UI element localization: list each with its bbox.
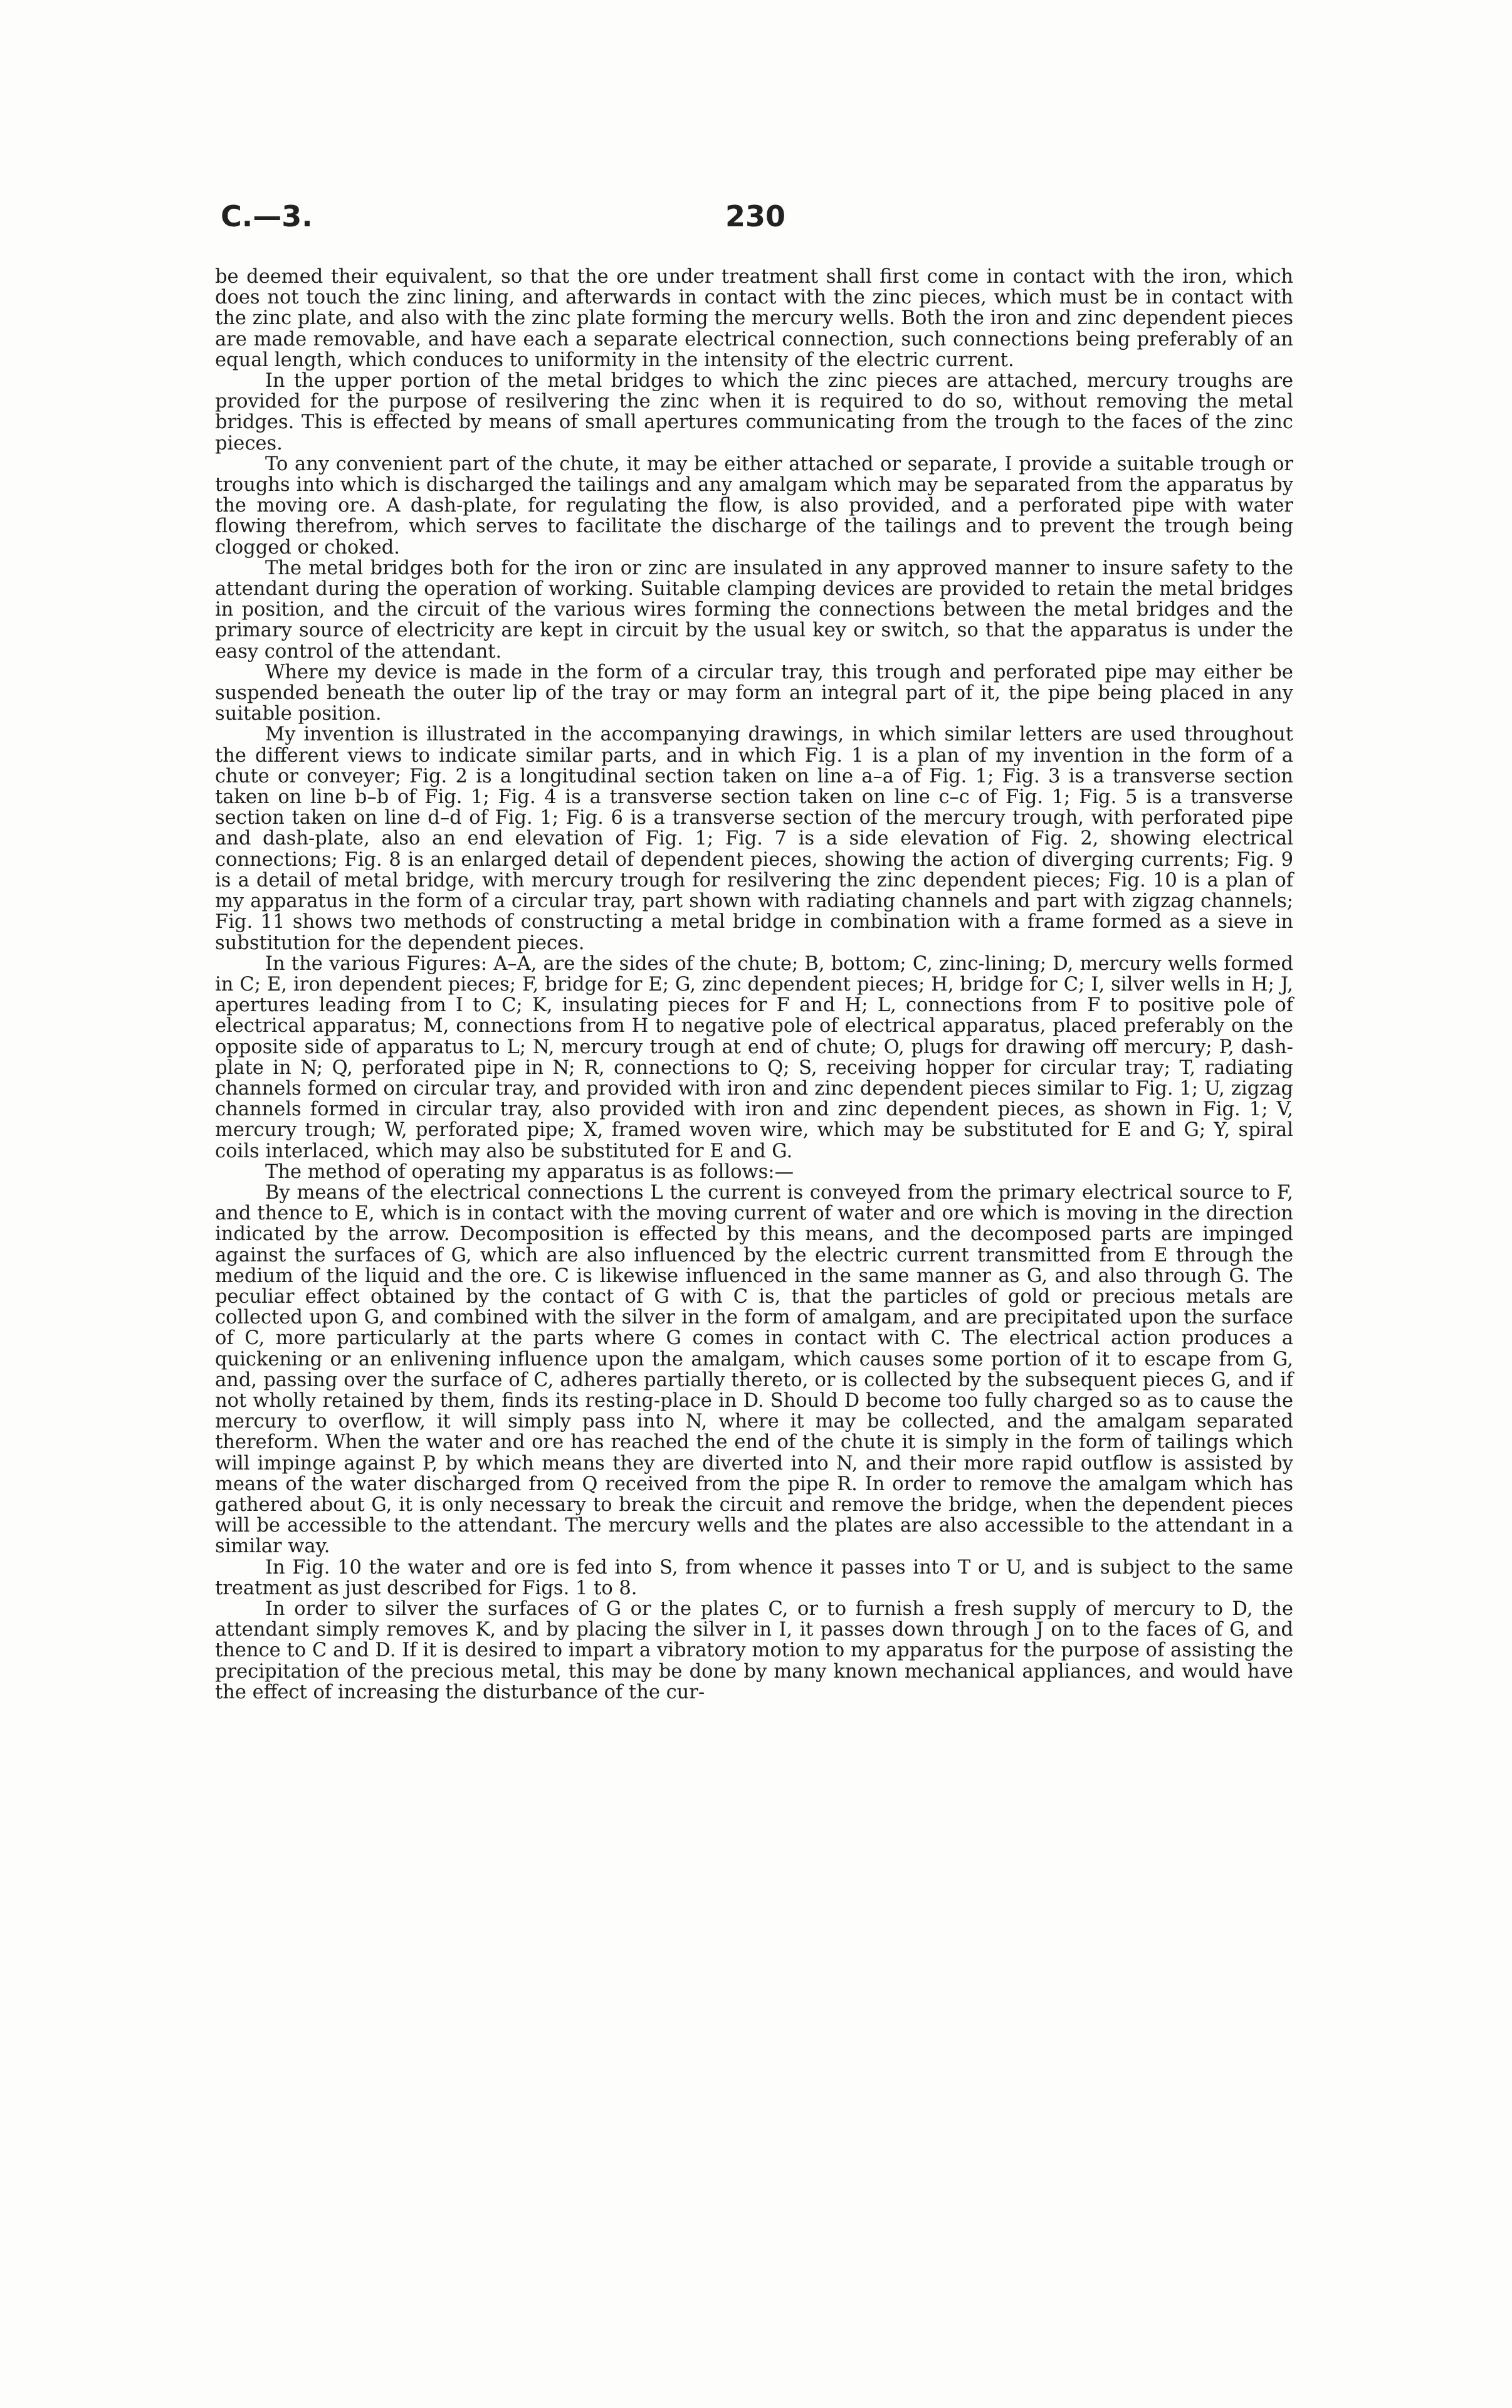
paragraph-tailings-trough: To any convenient part of the chute, it may be either attached or separate, I provide a suitable trough or troughs into which is discharged the tailings and any amalgam which may be separated from the apparatus by the moving ore. A dash-plate, for regulating the flow, is also provided, and a perforated pipe with water flowing therefrom, which serves to facilitate the discharge of the tailings and to prevent the trough being clogged or choked. bbox=[215, 453, 1293, 559]
document-reference: C.—3. bbox=[221, 199, 313, 233]
paragraph-method-intro: The method of operating my apparatus is as follows:— bbox=[265, 1160, 794, 1183]
paragraph-circular-tray: Where my device is made in the form of a circular tray, this trough and perforated pipe may either be suspended beneath the outer lip of the tray or may form an integral part of it, the pipe being placed in any suitable position. bbox=[215, 661, 1293, 725]
paragraph-fig10: In Fig. 10 the water and ore is fed into S, from whence it passes into T or U, and is subject to the same treatment as just described for Figs. 1 to 8. bbox=[215, 1556, 1293, 1599]
paragraph-silvering: In order to silver the surfaces of G or the plates C, or to furnish a fresh supply of mercury to D, the attendant simply removes K, and by placing the silver in I, it passes down through J on to the faces of G, and thence to C and D. If it is desired to impart a vibratory motion to my apparatus for the purpose of assisting the precipitation of the precious metal, this may be done by many known mechanical appliances, and would have the effect of increasing the disturbance of the cur- bbox=[215, 1598, 1293, 1703]
paragraph-continuation: be deemed their equivalent, so that the ore under treatment shall first come in contact with the iron, which does not touch the zinc lining, and afterwards in contact with the zinc pieces, which must be in contact with the zinc plate, and also with the zinc plate forming the mercury wells. Both the iron and zinc dependent pieces are made removable, and have each a separate electrical connection, such connections being preferably of an equal length, which conduces to uniformity in the intensity of the electric current. bbox=[215, 266, 1293, 371]
paragraph-drawings: My invention is illustrated in the accompanying drawings, in which similar letters are used throughout the different views to indicate similar parts, and in which Fig. 1 is a plan of my invention in the form of a chute or conveyer; Fig. 2 is a longitudinal section taken on line a–a of Fig. 1; Fig. 3 is a transverse section taken on line b–b of Fig. 1; Fig. 4 is a transverse section taken on line c–c of Fig. 1; Fig. 5 is a transverse section taken on line d–d of Fig. 1; Fig. 6 is a transverse section of the mercury trough, with perforated pipe and dash-plate, also an end elevation of Fig. 1; Fig. 7 is a side elevation of Fig. 2, showing electrical connections; Fig. 8 is an enlarged detail of dependent pieces, showing the action of diverging currents; Fig. 9 is a detail of metal bridge, with mercury trough for resilvering the zinc dependent pieces; Fig. 10 is a plan of my apparatus in the form of a circular tray, part shown with radiating channels and part with zigzag channels; Fig. 11 shows two methods of constructing a metal bridge in combination with a frame formed as a sieve in substitution for the dependent pieces. bbox=[215, 723, 1293, 954]
page-number: 230 bbox=[725, 199, 786, 233]
page-header bbox=[221, 199, 1299, 243]
paragraph-insulation: The metal bridges both for the iron or zinc are insulated in any approved manner to insure safety to the attendant during the operation of working. Suitable clamping devices are provided to retain the metal bridges in position, and the circuit of the various wires forming the connections between the metal bridges and the primary source of electricity are kept in circuit by the usual key or switch, so that the apparatus is under the easy control of the attendant. bbox=[215, 557, 1293, 663]
paragraph-figure-legend: In the various Figures: A–A, are the sides of the chute; B, bottom; C, zinc-lining; D, mercury wells formed in C; E, iron dependent pieces; F, bridge for E; G, zinc dependent pieces; H, bridge for C; I, silver wells in H; J, apertures leading from I to C; K, insulating pieces for F and H; L, connections from F to positive pole of electrical apparatus; M, connections from H to negative pole of electrical apparatus, placed preferably on the opposite side of apparatus to L; N, mercury trough at end of chute; O, plugs for drawing off mercury; P, dash-plate in N; Q, perforated pipe in N; R, connections to Q; S, receiving hopper for circular tray; T, radiating channels formed on circular tray, and provided with iron and zinc dependent pieces similar to Fig. 1; U, zigzag channels formed in circular tray, also provided with iron and zinc dependent pieces, as shown in Fig. 1; V, mercury trough; W, perforated pipe; X, framed woven wire, which may be substituted for E and G; Y, spiral coils interlaced, which may also be substituted for E and G. bbox=[215, 952, 1293, 1162]
paragraph-mercury-troughs: In the upper portion of the metal bridges to which the zinc pieces are attached, mercury troughs are provided for the purpose of resilvering the zinc when it is required to do so, without removing the metal bridges. This is effected by means of small apertures communicating from the trough to the faces of the zinc pieces. bbox=[215, 370, 1293, 455]
document-body bbox=[215, 266, 1293, 1703]
paragraph-method-detail: By means of the electrical connections L the current is conveyed from the primary electrical source to F, and thence to E, which is in contact with the moving current of water and ore which is moving in the direction indicated by the arrow. Decomposition is effected by this means, and the decomposed parts are impinged against the surfaces of G, which are also influenced by the electric current transmitted from E through the medium of the liquid and the ore. C is likewise influenced in the same manner as G, and also through G. The peculiar effect obtained by the contact of G with C is, that the particles of gold or precious metals are collected upon G, and combined with the silver in the form of amalgam, and are precipitated upon the surface of C, more particularly at the parts where G comes in contact with C. The electrical action produces a quickening or an enlivening influence upon the amalgam, which causes some portion of it to escape from G, and, passing over the surface of C, adheres partially thereto, or is collected by the subsequent pieces G, and if not wholly retained by them, finds its resting-place in D. Should D become too fully charged so as to cause the mercury to overflow, it will simply pass into N, where it may be collected, and the amalgam separated thereform. When the water and ore has reached the end of the chute it is simply in the form of tailings which will impinge against P, by which means they are diverted into N, and their more rapid outflow is assisted by means of the water discharged from Q received from the pipe R. In order to remove the amalgam which has gathered about G, it is only necessary to break the circuit and remove the bridge, when the dependent pieces will be accessible to the attendant. The mercury wells and the plates are also accessible to the attendant in a similar way. bbox=[215, 1181, 1293, 1558]
